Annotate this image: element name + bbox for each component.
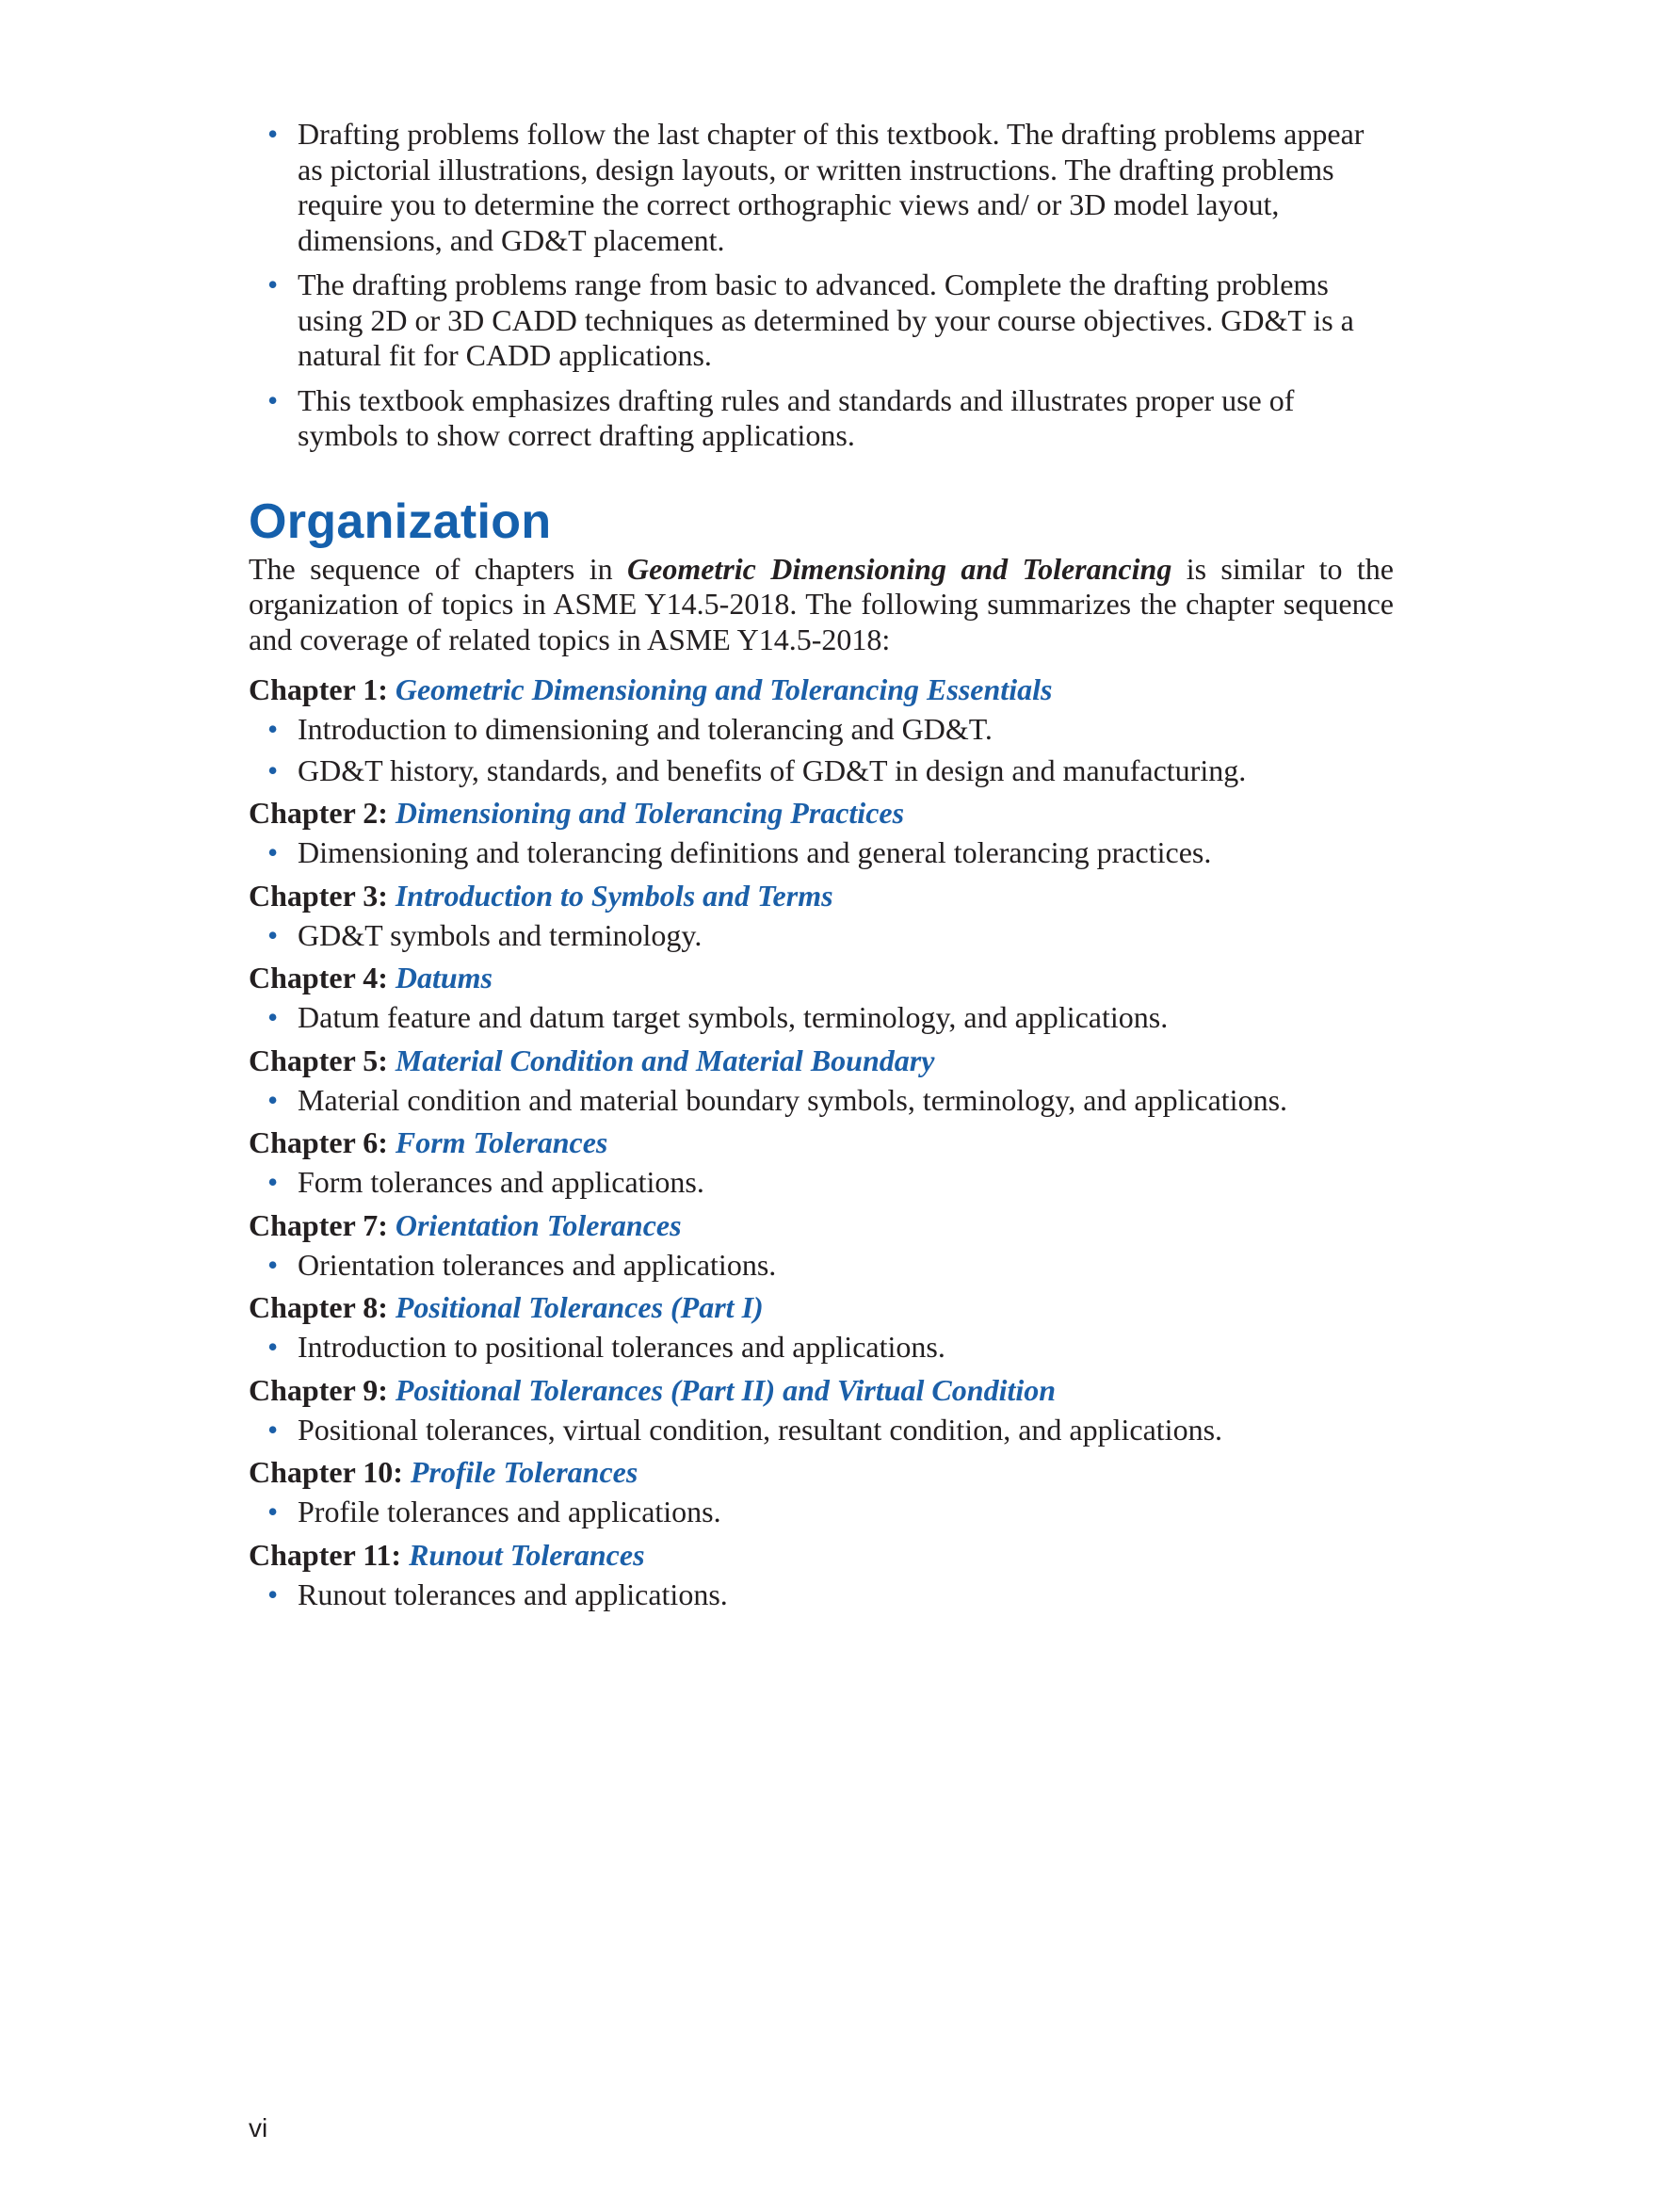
list-item xyxy=(249,1165,1394,1201)
list-item xyxy=(249,918,1394,954)
chapter-heading xyxy=(249,959,1394,996)
intro-paragraph xyxy=(249,552,1394,658)
chapter-label: Chapter 1: xyxy=(249,672,388,706)
chapter-label: Chapter 8: xyxy=(249,1290,388,1324)
chapter-heading xyxy=(249,1371,1394,1409)
chapter-label: Chapter 4: xyxy=(249,961,388,994)
bullet-icon: • xyxy=(267,712,279,746)
chapter-title-link[interactable]: Positional Tolerances (Part II) and Virtual Condition xyxy=(395,1372,1057,1407)
chapter-entry xyxy=(249,794,1394,871)
chapter-heading xyxy=(249,1124,1394,1161)
bullet-icon: • xyxy=(267,752,279,787)
bullet-text: Profile tolerances and applications. xyxy=(298,1495,721,1528)
bullet-text: GD&T symbols and terminology. xyxy=(298,917,703,952)
chapter-title-link[interactable]: Material Condition and Material Boundary xyxy=(395,1043,935,1077)
bullet-text: Orientation tolerances and applications. xyxy=(298,1247,777,1282)
chapter-entry xyxy=(249,1453,1394,1530)
bullet-icon: • xyxy=(267,1495,279,1528)
bullet-text: Dimensioning and tolerancing definitions and general tolerancing practices. xyxy=(298,835,1212,869)
chapter-heading xyxy=(249,1536,1394,1574)
bullet-icon: • xyxy=(267,1576,279,1611)
chapter-label: Chapter 2: xyxy=(249,796,388,830)
chapter-bullet-list xyxy=(249,918,1394,954)
list-item xyxy=(249,712,1394,748)
chapter-title-link[interactable]: Introduction to Symbols and Terms xyxy=(395,878,833,913)
chapter-entry xyxy=(249,1124,1394,1201)
intro-text-after: is similar to the organization of topics in ASME Y14.5-2018. The following summarizes the chapter sequence and coverage of related topics in ASME Y14.5-2018: xyxy=(249,551,1395,656)
chapter-entry xyxy=(249,1536,1394,1613)
bullet-icon: • xyxy=(267,835,279,869)
chapter-title-link[interactable]: Dimensioning and Tolerancing Practices xyxy=(395,796,905,830)
chapter-title-link[interactable]: Profile Tolerances xyxy=(410,1455,638,1489)
chapter-bullet-list xyxy=(249,1413,1394,1448)
bullet-text: Runout tolerances and applications. xyxy=(298,1576,728,1611)
chapter-title-link[interactable]: Orientation Tolerances xyxy=(395,1207,682,1242)
chapter-heading xyxy=(249,671,1394,708)
list-item xyxy=(249,267,1394,374)
chapter-heading xyxy=(249,1042,1394,1079)
bullet-icon: • xyxy=(267,267,279,301)
bullet-icon: • xyxy=(267,1000,279,1034)
chapter-entry xyxy=(249,1288,1394,1366)
chapter-title-link[interactable]: Geometric Dimensioning and Tolerancing Essentials xyxy=(395,672,1053,706)
chapter-label: Chapter 3: xyxy=(249,878,388,913)
intro-text-before: The sequence of chapters in xyxy=(249,551,628,586)
bullet-text: The drafting problems range from basic to advanced. Complete the drafting problems using 2D or 3D CADD techniques as determined by your course objectives. GD&T is a natural fit for CADD applications. xyxy=(298,267,1354,372)
chapter-label: Chapter 9: xyxy=(249,1372,388,1407)
chapter-title-link[interactable]: Runout Tolerances xyxy=(409,1537,645,1572)
page-number: vi xyxy=(249,2113,268,2142)
chapter-heading xyxy=(249,1453,1394,1491)
chapter-label: Chapter 7: xyxy=(249,1207,388,1242)
list-item xyxy=(249,1413,1394,1448)
chapter-bullet-list xyxy=(249,712,1394,788)
chapter-bullet-list xyxy=(249,1330,1394,1366)
list-item xyxy=(249,753,1394,789)
chapter-title-link[interactable]: Form Tolerances xyxy=(395,1125,608,1159)
list-item xyxy=(249,1083,1394,1119)
bullet-text: Material condition and material boundary symbols, terminology, and applications. xyxy=(298,1082,1288,1117)
chapter-list xyxy=(249,671,1394,1612)
chapter-entry xyxy=(249,877,1394,954)
chapter-entry xyxy=(249,1371,1394,1448)
chapter-entry xyxy=(249,671,1394,788)
list-item xyxy=(249,1330,1394,1366)
list-item xyxy=(249,1000,1394,1036)
chapter-bullet-list xyxy=(249,1000,1394,1036)
chapter-bullet-list xyxy=(249,1577,1394,1613)
chapter-label: Chapter 10: xyxy=(249,1455,403,1489)
bullet-icon: • xyxy=(267,917,279,952)
list-item xyxy=(249,383,1394,454)
bullet-text: Introduction to dimensioning and tolerancing and GD&T. xyxy=(298,712,993,746)
chapter-heading xyxy=(249,877,1394,914)
list-item xyxy=(249,835,1394,871)
bullet-text: Datum feature and datum target symbols, terminology, and applications. xyxy=(298,1000,1169,1034)
bullet-icon: • xyxy=(267,1330,279,1364)
top-bullet-list xyxy=(249,117,1394,454)
chapter-title-link[interactable]: Positional Tolerances (Part I) xyxy=(395,1290,764,1324)
chapter-heading xyxy=(249,1288,1394,1326)
chapter-label: Chapter 5: xyxy=(249,1043,388,1077)
bullet-icon: • xyxy=(267,1082,279,1117)
bullet-icon: • xyxy=(267,1412,279,1447)
chapter-bullet-list xyxy=(249,1165,1394,1201)
bullet-icon: • xyxy=(267,1247,279,1282)
book-title: Geometric Dimensioning and Tolerancing xyxy=(627,551,1172,586)
chapter-heading xyxy=(249,1206,1394,1244)
chapter-bullet-list xyxy=(249,1248,1394,1284)
chapter-label: Chapter 11: xyxy=(249,1537,402,1572)
chapter-heading xyxy=(249,794,1394,832)
chapter-label: Chapter 6: xyxy=(249,1125,388,1159)
bullet-text: Positional tolerances, virtual condition, resultant condition, and applications. xyxy=(298,1412,1223,1447)
bullet-text: Introduction to positional tolerances and applications. xyxy=(298,1330,945,1364)
bullet-text: GD&T history, standards, and benefits of GD&T in design and manufacturing. xyxy=(298,752,1247,787)
list-item xyxy=(249,1577,1394,1613)
bullet-text: This textbook emphasizes drafting rules and standards and illustrates proper use of symbols to show correct drafting applications. xyxy=(298,382,1295,452)
page-content xyxy=(249,117,1394,1618)
list-item xyxy=(249,1248,1394,1284)
chapter-bullet-list xyxy=(249,835,1394,871)
chapter-entry xyxy=(249,1042,1394,1119)
bullet-text: Drafting problems follow the last chapter of this textbook. The drafting problems appear as pictorial illustrations, design layouts, or written instructions. The drafting problems require you to determine the correct orthographic views and/ or 3D model layout, dimensions, and GD&T placement. xyxy=(298,117,1365,257)
chapter-bullet-list xyxy=(249,1495,1394,1530)
chapter-bullet-list xyxy=(249,1083,1394,1119)
bullet-icon: • xyxy=(267,382,279,417)
bullet-text: Form tolerances and applications. xyxy=(298,1165,704,1199)
bullet-icon: • xyxy=(267,117,279,151)
chapter-entry xyxy=(249,1206,1394,1284)
bullet-icon: • xyxy=(267,1165,279,1199)
list-item xyxy=(249,1495,1394,1530)
chapter-title-link[interactable]: Datums xyxy=(395,961,493,994)
chapter-entry xyxy=(249,959,1394,1036)
list-item xyxy=(249,117,1394,258)
section-heading: Organization xyxy=(249,493,552,549)
